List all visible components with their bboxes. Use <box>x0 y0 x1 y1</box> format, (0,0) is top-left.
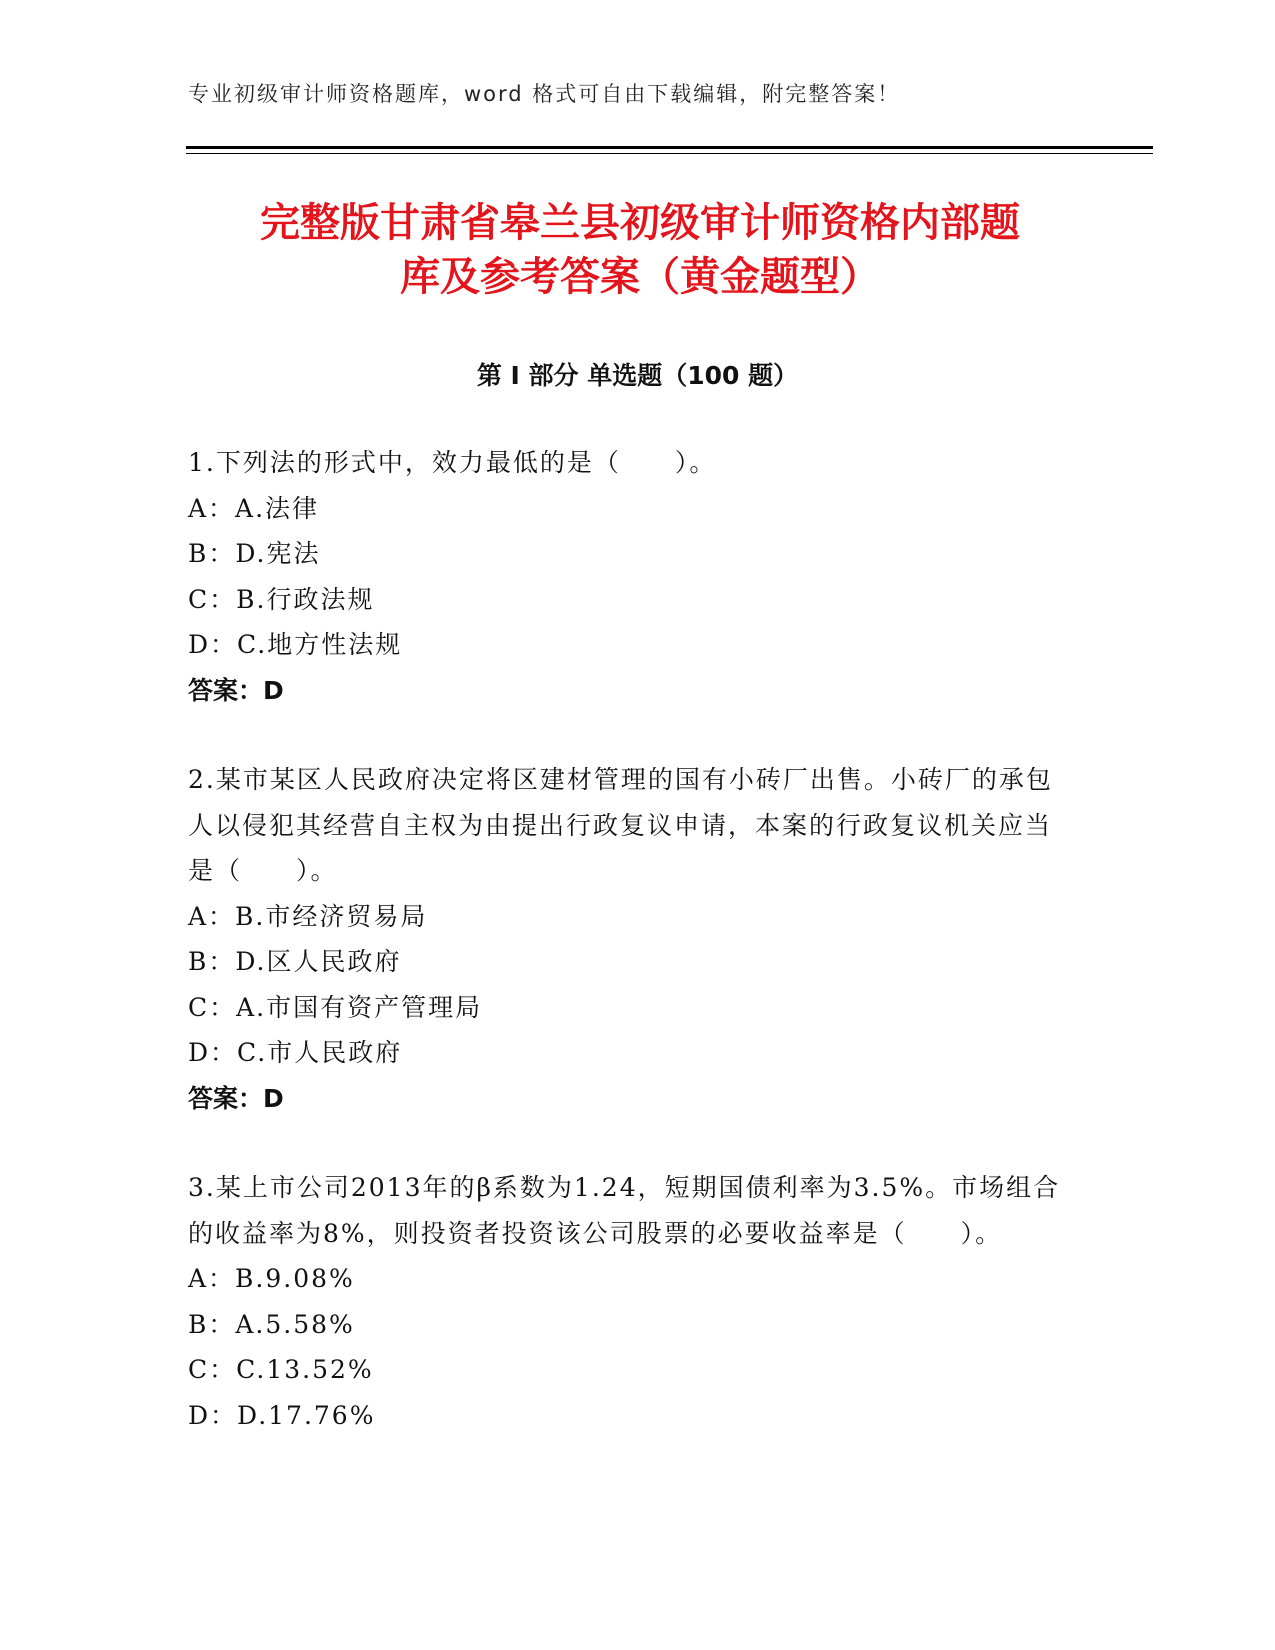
option-b: B：D.区人民政府 <box>188 947 402 976</box>
option-d: D：C.地方性法规 <box>188 630 403 659</box>
question-3 <box>188 1165 1078 1438</box>
option-c: C：C.13.52% <box>188 1355 374 1384</box>
question-1 <box>188 440 1078 713</box>
option-a: A：B.9.08% <box>188 1264 355 1293</box>
document-title <box>180 196 1100 304</box>
header-rule-thin <box>186 153 1153 154</box>
option-d: D：D.17.76% <box>188 1400 376 1430</box>
answer: 答案：D <box>188 675 284 705</box>
header-note: 专业初级审计师资格题库，word 格式可自由下载编辑，附完整答案！ <box>188 82 901 106</box>
question-stem: 3.某上市公司2013年的β系数为1.24，短期国债利率为3.5%。市场组合的收益率为8%，则投资者投资该公司股票的必要收益率是（ ）。 <box>188 1173 1061 1248</box>
option-d: D：C.市人民政府 <box>188 1038 403 1067</box>
option-b: B：D.宪法 <box>188 539 321 568</box>
option-a: A：A.法律 <box>188 493 320 523</box>
document-title-line1: 完整版甘肃省皋兰县初级审计师资格内部题 <box>260 200 1020 246</box>
section-title: 第 I 部分 单选题（100 题） <box>476 361 799 390</box>
header-rule-thick <box>186 146 1153 149</box>
option-c: C：A.市国有资产管理局 <box>188 992 483 1022</box>
option-c: C：B.行政法规 <box>188 584 375 614</box>
question-list <box>188 440 1078 1482</box>
document-title-line2: 库及参考答案（黄金题型） <box>400 254 880 300</box>
option-b: B：A.5.58% <box>188 1309 355 1339</box>
answer: 答案：D <box>188 1083 284 1113</box>
option-a: A：B.市经济贸易局 <box>188 901 428 931</box>
question-2 <box>188 757 1078 1121</box>
question-stem: 2.某市某区人民政府决定将区建材管理的国有小砖厂出售。小砖厂的承包人以侵犯其经营自主权为由提出行政复议申请，本案的行政复议机关应当是（ ）。 <box>188 765 1053 885</box>
question-stem: 1.下列法的形式中，效力最低的是（ ）。 <box>188 448 717 477</box>
